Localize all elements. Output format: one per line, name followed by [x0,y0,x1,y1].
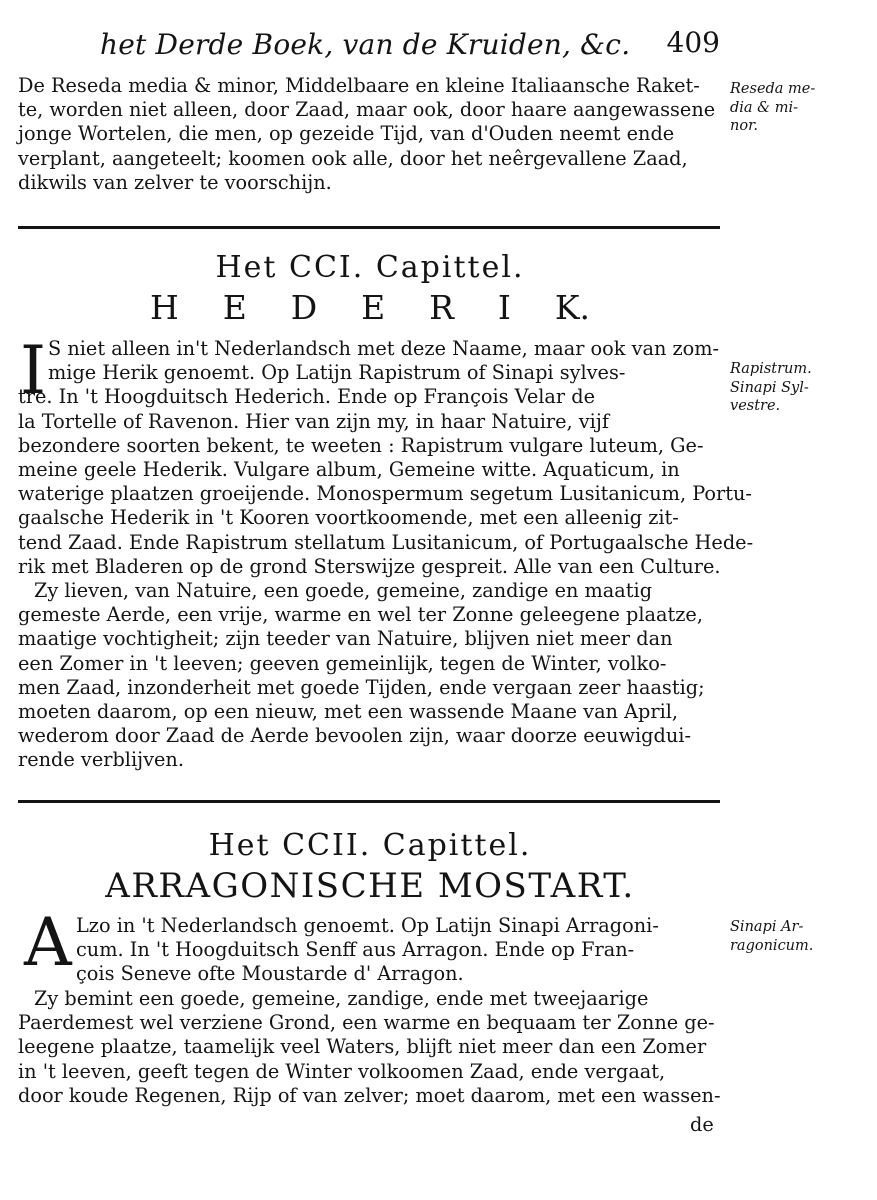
text-line: een Zomer in 't leeven; geeven gemeinlijk, tegen de Winter, volko- [18,651,667,675]
margin-line: vestre. [730,398,781,414]
chapter-title-mostart: ARRAGONISCHE MOSTART. [105,866,635,906]
text-line: De Reseda media & minor, Middelbaare en kleine Italiaansche Raket- [18,74,700,97]
section-rule [18,226,720,229]
margin-line: Sinapi Syl- [730,379,809,396]
drop-cap-a: A [24,904,72,981]
text-line: Paerdemest wel verziene Grond, een warme en bequaam ter Zonne ge- [18,1011,715,1035]
title-letter: E [222,288,247,327]
text-line: verplant, aangeteelt; koomen ook alle, door het neêrgevallene Zaad, [18,146,688,170]
title-letter: R [429,288,454,327]
margin-line: Rapistrum. [730,361,812,377]
chapter2-paragraph1 [18,914,718,987]
margin-line: nor. [730,118,759,134]
text-line: gemeste Aerde, een vrije, warme en wel ter Zonne geleegene plaatze, [18,603,703,627]
text-line: tend Zaad. Ende Rapistrum stellatum Lusitanicum, of Portugaalsche Hede- [18,530,754,554]
text-line: rende verblijven. [18,748,184,772]
margin-note-rapistrum [730,360,830,416]
text-line: tre. In 't Hoogduitsch Hederich. Ende op François Velar de [18,385,595,409]
title-letter: K. [554,288,591,327]
margin-line: dia & mi- [730,99,798,116]
text-line: la Tortelle of Ravenon. Hier van zijn my, in haar Natuire, vijf [18,409,609,433]
text-line: mige Herik genoemt. Op Latijn Rapistrum of Sinapi sylves- [48,361,626,385]
text-line: bezondere soorten bekent, te weeten : Rapistrum vulgare luteum, Ge- [18,433,704,457]
text-line: moeten daarom, op een nieuw, met een wassende Maane van April, [18,699,679,723]
text-line: meine geele Hederik. Vulgare album, Gemeine witte. Aquaticum, in [18,457,680,481]
margin-note-sinapi [730,918,830,955]
chapter2-paragraph2 [18,987,721,1108]
text-line: door koude Regenen, Rijp of van zelver; moet daarom, met een wassen- [18,1083,721,1107]
title-letter: H [150,288,179,327]
text-line: Lzo in 't Nederlandsch genoemt. Op Latijn Sinapi Arragoni- [76,914,659,937]
text-line: in 't leeven, geeft tegen de Winter volkoomen Zaad, ende vergaat, [18,1059,666,1083]
intro-paragraph [18,74,718,195]
text-line: Zy bemint een goede, gemeine, zandige, ende met tweejaarige [34,987,649,1010]
text-line: te, worden niet alleen, door Zaad, maar ook, door haare aangewassene [18,98,716,122]
margin-line: ragonicum. [730,937,814,954]
text-line: wederom door Zaad de Aerde bevoolen zijn, waar doorze eeuwigdui- [18,724,691,748]
text-line: gaalsche Hederik in 't Kooren voortkoomende, met een alleenig zit- [18,506,679,530]
text-line: çois Seneve ofte Moustarde d' Arragon. [76,962,464,986]
chapter-heading-ccii: Het CCII. Capittel. [208,828,532,863]
title-letter: D [290,288,318,327]
chapter-heading-cci: Het CCI. Capittel. [215,250,525,285]
text-line: men Zaad, inzonderheit met goede Tijden, ende vergaan zeer haastig; [18,675,705,699]
margin-line: Reseda me- [730,81,816,97]
title-letter: I [497,288,511,327]
chapter1-paragraph2 [18,579,718,773]
text-line: waterige plaatzen groeijende. Monospermum segetum Lusitanicum, Portu- [18,482,752,506]
text-line: cum. In 't Hoogduitsch Senff aus Arragon. Ende op Fran- [76,938,635,962]
title-letter: E [361,288,386,327]
margin-line: Sinapi Ar- [730,919,804,935]
text-line: rik met Bladeren op de grond Sterswijze gespreit. Alle van een Culture. [18,554,721,578]
text-line: Zy lieven, van Natuire, een goede, gemeine, zandige en maatig [34,579,653,602]
text-line: jonge Wortelen, die men, op gezeide Tijd, van d'Ouden neemt ende [18,122,675,146]
text-line: S niet alleen in't Nederlandsch met deze Naame, maar ook van zom- [48,337,720,360]
page-number: 409 [666,26,720,59]
chapter-title-hederik [150,288,590,327]
chapter1-paragraph1 [18,332,754,579]
running-title: het Derde Boek, van de Kruiden, &c. [100,28,631,61]
section-rule [18,800,720,803]
catchword: de [690,1113,714,1136]
running-header [100,28,720,68]
text-line: leegene plaatze, taamelijk veel Waters, blijft niet meer dan een Zomer [18,1035,707,1059]
drop-cap-i: I [20,332,47,409]
text-line: maatige vochtigheit; zijn teeder van Natuire, blijven niet meer dan [18,627,673,651]
text-line: dikwils van zelver te voorschijn. [18,170,332,194]
margin-note-reseda [730,80,830,136]
